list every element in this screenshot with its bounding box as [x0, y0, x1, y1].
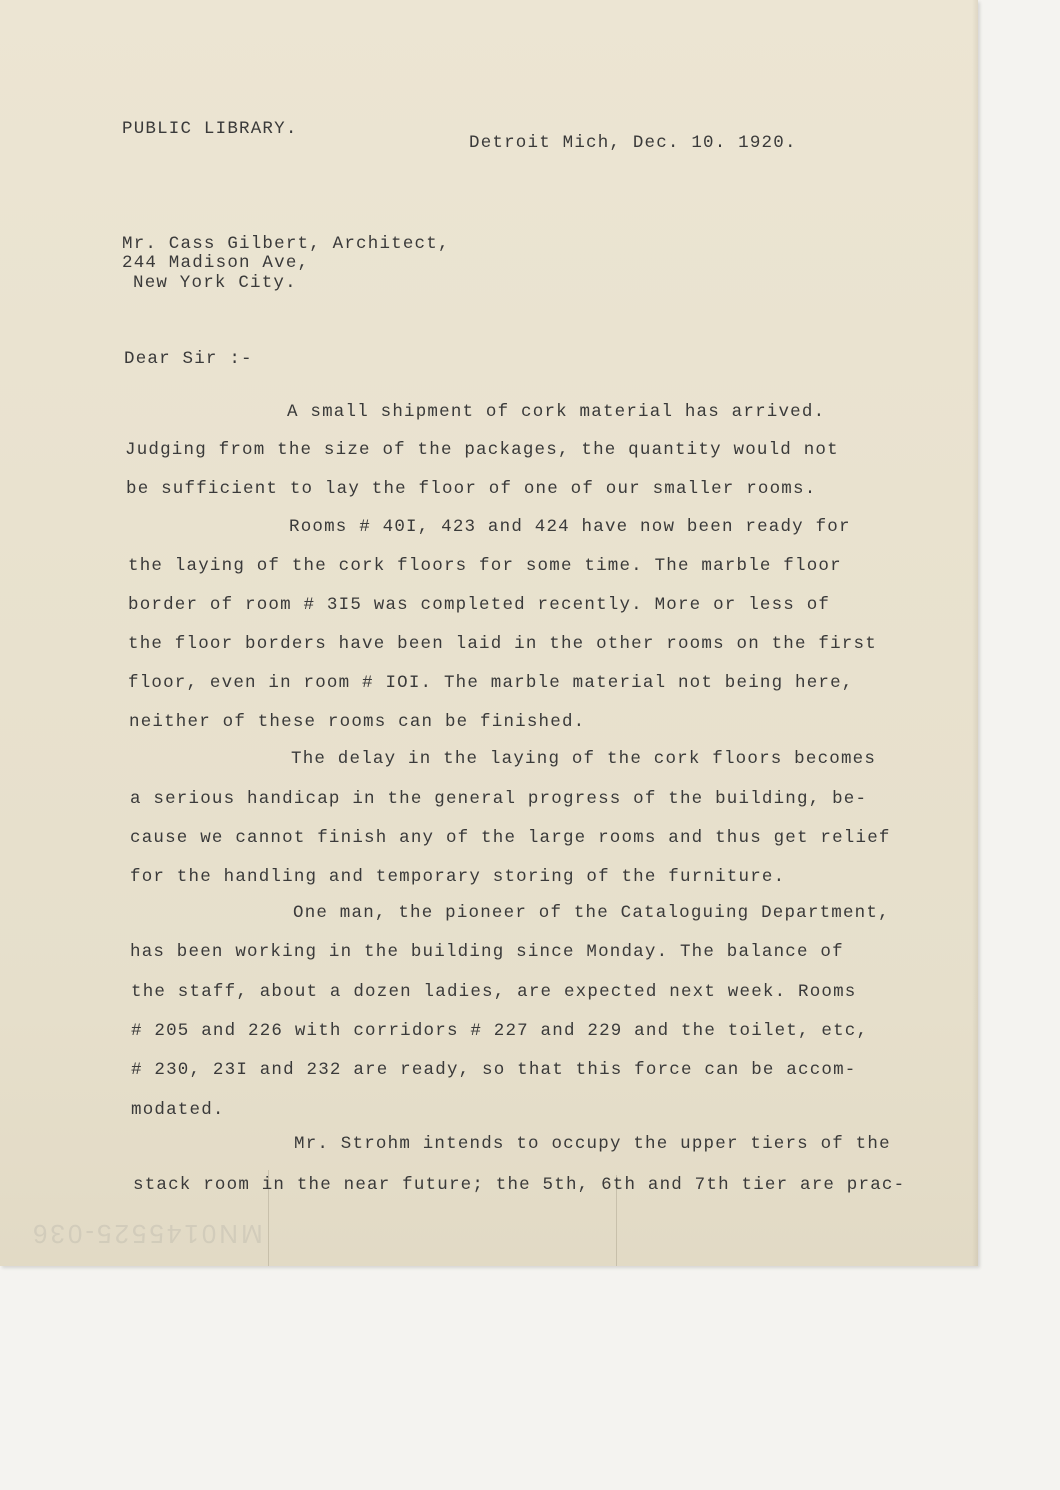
- dateline: Detroit Mich, Dec. 10. 1920.: [469, 133, 797, 153]
- body-line: border of room # 3I5 was completed recently. More or less of: [128, 595, 831, 615]
- body-line: be sufficient to lay the floor of one of our smaller rooms.: [126, 479, 817, 499]
- body-line: a serious handicap in the general progress of the building, be-: [130, 789, 868, 809]
- body-line: for the handling and temporary storing of the furniture.: [130, 867, 786, 887]
- salutation: Dear Sir :-: [124, 349, 253, 369]
- body-line: A small shipment of cork material has arrived.: [287, 402, 826, 422]
- letterhead: PUBLIC LIBRARY.: [122, 119, 298, 139]
- recipient-name: Mr. Cass Gilbert, Architect,: [122, 234, 450, 254]
- body-line: The delay in the laying of the cork floors becomes: [291, 749, 877, 769]
- body-line: has been working in the building since Monday. The balance of: [130, 942, 844, 962]
- archive-stamp: MN0145525-036: [30, 1219, 263, 1249]
- body-line: # 205 and 226 with corridors # 227 and 229 and the toilet, etc,: [131, 1021, 869, 1041]
- body-line: stack room in the near future; the 5th, 6th and 7th tier are prac-: [133, 1175, 906, 1195]
- body-line: Mr. Strohm intends to occupy the upper tiers of the: [294, 1134, 891, 1154]
- recipient-street: 244 Madison Ave,: [122, 253, 310, 273]
- body-line: # 230, 23I and 232 are ready, so that this force can be accom-: [131, 1060, 857, 1080]
- body-line: modated.: [131, 1100, 225, 1120]
- body-line: the laying of the cork floors for some time. The marble floor: [128, 556, 842, 576]
- body-line: Rooms # 40I, 423 and 424 have now been ready for: [289, 517, 851, 537]
- body-line: One man, the pioneer of the Cataloguing Department,: [293, 903, 890, 923]
- body-line: Judging from the size of the packages, the quantity would not: [125, 440, 839, 460]
- body-line: floor, even in room # IOI. The marble material not being here,: [128, 673, 854, 693]
- body-line: neither of these rooms can be finished.: [129, 712, 586, 732]
- recipient-city: New York City.: [133, 273, 297, 293]
- body-line: cause we cannot finish any of the large rooms and thus get relief: [130, 828, 891, 848]
- body-line: the staff, about a dozen ladies, are expected next week. Rooms: [131, 982, 857, 1002]
- page-edge-shadow: [972, 0, 978, 1266]
- body-line: the floor borders have been laid in the other rooms on the first: [128, 634, 877, 654]
